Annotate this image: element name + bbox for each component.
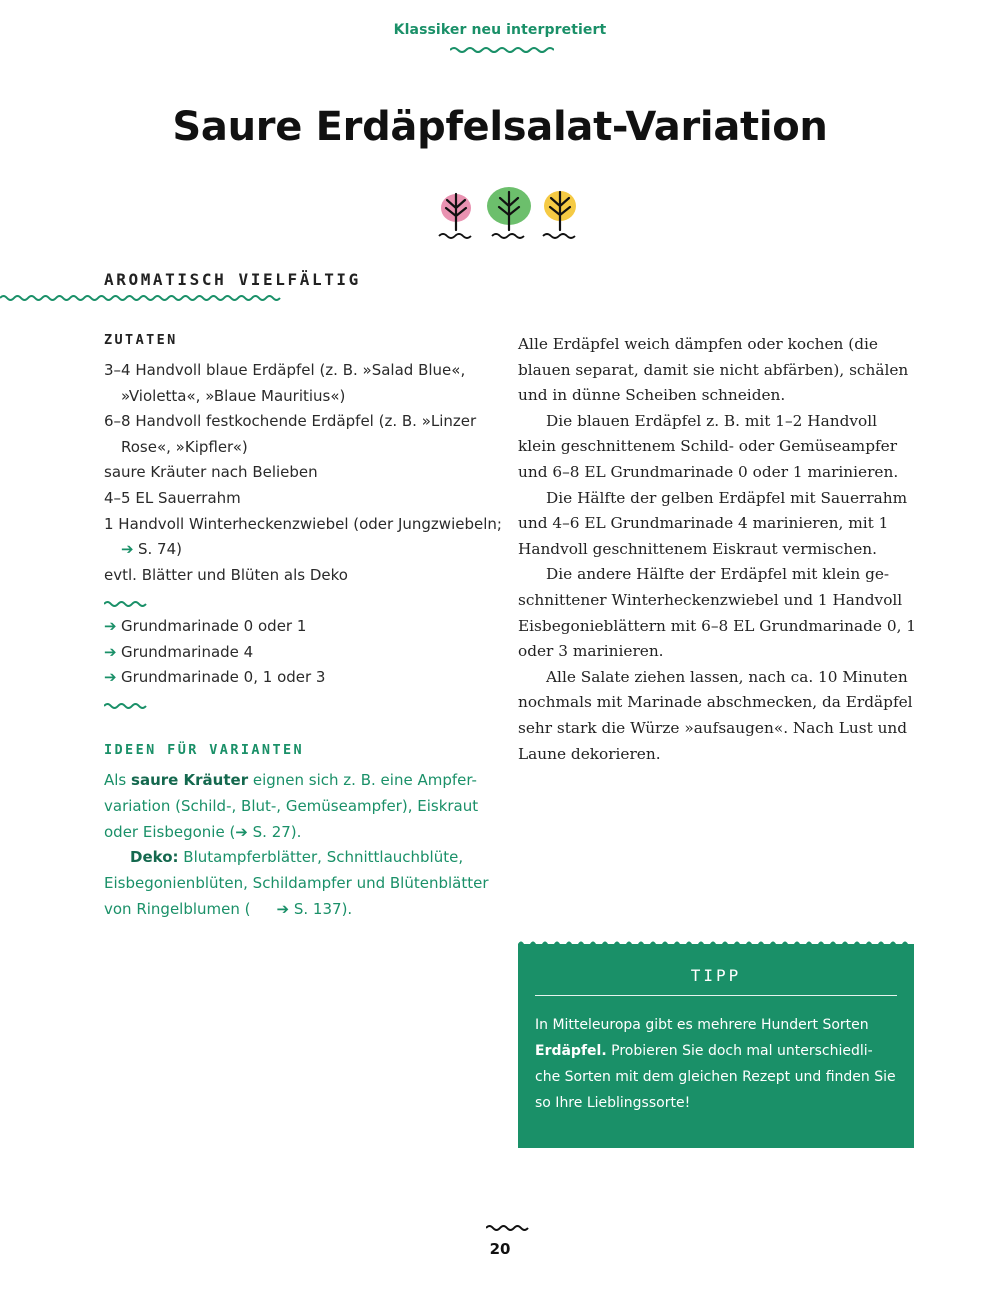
method-paragraph: Die blauen Erdäpfel z. B. mit 1–2 Handvoll klein geschnittenem Schild- oder Gemüseampfer und 6–8 EL Grundmarinade 0 oder 1 marinieren. [518,411,899,481]
page-number-wave [486,1224,530,1232]
arrow-icon: ➔ [235,822,248,841]
list-item: 4–5 EL Sauerrahm [104,488,241,507]
list-item [104,614,504,640]
list-item: evtl. Blätter und Blüten als Deko [104,565,348,584]
variants-paragraph: Als saure Kräuter eignen sich z. B. eine Ampfer-variation (Schild-, Blut-, Gemüseampfer), Eiskraut oder Eisbegonie (➔ S. 27). [104,768,504,845]
marinade-refs [104,614,504,691]
arrow-icon: ➔ [121,540,134,559]
running-head: Klassiker neu interpretiert [393,22,607,38]
wave-divider [104,600,148,608]
ingredients-heading: ZUTATEN [104,332,178,348]
sour-herbs-term: saure Kräuter [131,771,249,789]
cross-ref-link[interactable]: S. 27). [252,822,302,841]
tip-bold-term: Erdäpfel. [535,1043,607,1059]
method-paragraph: Die Hälfte der gelben Erdäpfel mit Sauerrahm und 4–6 EL Grundmarinade 4 marinieren, mit 1 Handvoll geschnittenem Eiskraut vermischen. [518,488,908,558]
page-number: 20 [489,1240,511,1258]
cross-ref-link[interactable]: S. 137). [293,899,353,918]
running-head-wave-divider [450,46,554,54]
deko-term: Deko: [130,848,179,867]
arrow-icon: ➔ [104,642,117,661]
tip-heading: TIPP [690,966,742,985]
tip-box [518,944,914,1148]
list-item: 6–8 Handvoll festkochende Erdäpfel (z. B. »Linzer Rose«, »Kipfler«) [104,412,477,456]
list-item: 3–4 Handvoll blaue Erdäpfel (z. B. »Salad Blue«, »Violetta«, »Blaue Mauritius«) [104,361,466,405]
list-item: saure Kräuter nach Belieben [104,463,318,482]
marinade-ref-link[interactable]: Grundmarinade 4 [121,642,254,661]
arrow-icon: ➔ [104,668,117,687]
page-title: Saure Erdäpfelsalat-Variation [172,104,828,150]
summer-tree-icon [487,187,531,238]
variants-paragraph: Deko: Blutampferblätter, Schnittlauchblüte, Eisbegonienblüten, Schildampfer und Blütenblätter von Ringelblumen ( ➔ S. 137). [104,845,504,922]
section-wave-rule [0,294,282,302]
marinade-ref-link[interactable]: Grundmarinade 0 oder 1 [121,617,307,635]
arrow-icon: ➔ [276,899,290,918]
arrow-icon: ➔ [104,617,117,635]
method-paragraph: Alle Erdäpfel weich dämpfen oder kochen (die blauen separat, damit sie nicht abfärben), schälen und in dünne Scheiben schneiden. [518,335,909,405]
list-item: 1 Handvoll Winterheckenzwiebel (oder Jungzwiebeln; [104,514,502,533]
tip-text: In Mitteleuropa gibt es mehrere Hundert Sorten Erdäpfel. Probieren Sie doch mal unterschiedli-che Sorten mit dem gleichen Rezept und finden Sie so Ihre Lieblingssorte! [535,1017,896,1111]
list-item-cross-ref [104,537,504,563]
list-item [104,665,504,691]
tip-divider [535,995,897,996]
method-paragraph: Alle Salate ziehen lassen, nach ca. 10 Minuten nochmals mit Marinade abschmecken, da Erdäpfel sehr stark die Würze »aufsaugen«. Nach Lust und Laune dekorieren. [518,667,913,763]
tip-box-wave-edge [518,939,914,947]
method-text [518,332,918,767]
spring-tree-icon [439,194,471,238]
marinade-ref-link[interactable]: Grundmarinade 0, 1 oder 3 [121,668,326,687]
season-tree-icons [434,186,584,244]
list-item [104,640,504,666]
method-paragraph: Die andere Hälfte der Erdäpfel mit klein ge-schnittener Winterheckenzwiebel und 1 Handvoll Eisbegonieblättern mit 6–8 EL Grundmarinade 0, 1 oder 3 marinieren. [518,565,917,661]
cross-ref-link[interactable]: S. 74) [138,540,182,559]
autumn-tree-icon [543,191,576,238]
variants-heading: IDEEN FÜR VARIANTEN [104,742,305,758]
section-label: AROMATISCH VIELFÄLTIG [104,270,361,289]
wave-divider [104,702,148,710]
ingredients-list [104,358,504,588]
variants-text [104,768,504,923]
